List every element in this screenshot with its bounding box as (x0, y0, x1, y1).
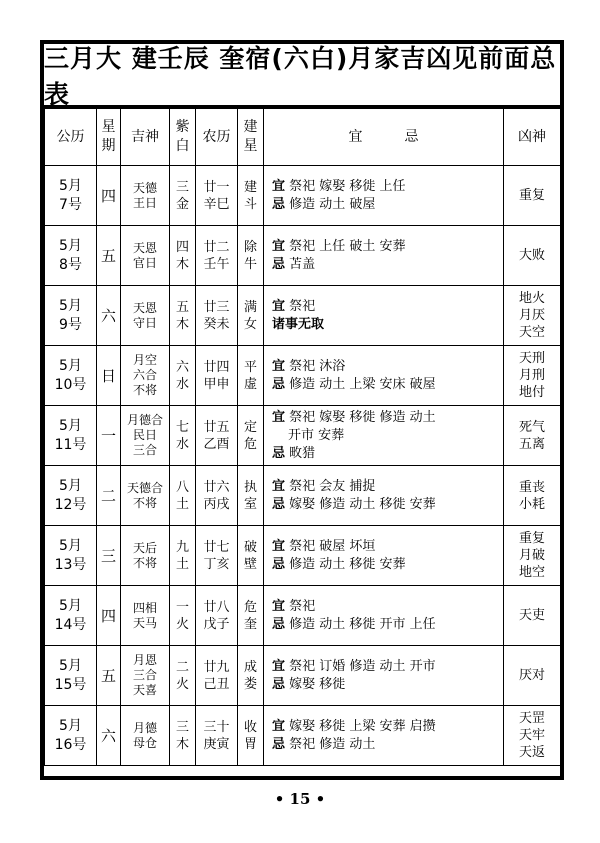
nongli-line: 癸未 (203, 316, 230, 332)
yi-mark: 宜 (272, 358, 286, 374)
jishen-line: 天马 (132, 615, 157, 630)
xiongshen-cell (504, 466, 561, 526)
table-row (45, 466, 561, 526)
date-line: 14号 (54, 616, 87, 633)
ji-mark: 忌 (272, 256, 286, 272)
xiongshen-line: 厌对 (518, 668, 545, 683)
jishen-cell (121, 586, 170, 646)
yiji-text: 祭祀 沐浴 (289, 358, 346, 374)
xiongshen-line: 死气 (518, 419, 545, 435)
weekday-cell: 五 (97, 646, 121, 706)
zibai-line: 水 (175, 436, 189, 452)
yiji-text: 祭祀 (289, 298, 316, 314)
yiji-cell (264, 466, 504, 526)
table-row (45, 286, 561, 346)
ji-mark: 忌 (272, 196, 286, 212)
yiji-cell (264, 226, 504, 286)
jianxing-cell (238, 706, 264, 766)
yiji-cell (264, 706, 504, 766)
table-row (45, 406, 561, 466)
yiji-line (272, 445, 503, 463)
jianxing-line: 娄 (243, 676, 257, 692)
jianxing-line: 危 (243, 436, 257, 452)
zibai-line: 七 (175, 419, 189, 435)
date-cell (45, 466, 97, 526)
xiongshen-line: 重丧 (518, 479, 545, 495)
nongli-line: 廿三 (203, 299, 230, 315)
header-nongli: 农历 (196, 109, 238, 166)
date-line: 7号 (59, 196, 82, 213)
xiongshen-line: 地付 (518, 385, 545, 400)
nongli-cell (196, 706, 238, 766)
yiji-text: 苫盖 (289, 256, 316, 272)
nongli-cell (196, 586, 238, 646)
zibai-line: 火 (175, 616, 189, 632)
xiongshen-cell (504, 646, 561, 706)
jianxing-cell (238, 166, 264, 226)
header-yiji: 宜 忌 (264, 109, 504, 166)
zibai-cell (170, 466, 196, 526)
jianxing-line: 危 (243, 599, 257, 615)
yiji-line (272, 358, 503, 376)
zibai-line: 木 (175, 256, 189, 272)
yiji-cell (264, 166, 504, 226)
table-row (45, 226, 561, 286)
jishen-line: 王日 (132, 195, 157, 210)
jianxing-line: 除 (243, 239, 257, 255)
jianxing-line: 女 (243, 316, 257, 332)
jianxing-line: 牛 (243, 256, 257, 272)
header-row (45, 109, 561, 166)
date-cell (45, 646, 97, 706)
xiongshen-cell (504, 586, 561, 646)
yiji-line (272, 478, 503, 496)
yiji-line (272, 178, 503, 196)
yiji-line (272, 427, 503, 445)
header-zibai: 紫 白 (170, 109, 196, 166)
jianxing-cell (238, 646, 264, 706)
date-line: 5月 (59, 417, 82, 434)
xiongshen-line: 大败 (518, 248, 545, 263)
jishen-line: 不将 (132, 495, 157, 510)
nongli-cell (196, 406, 238, 466)
yiji-line (272, 409, 503, 427)
yi-mark: 宜 (272, 409, 286, 425)
date-line: 13号 (54, 556, 87, 573)
yi-mark: 宜 (272, 718, 286, 734)
jianxing-line: 壁 (243, 556, 257, 572)
yi-mark: 宜 (272, 238, 286, 254)
jishen-line: 四相 (132, 600, 157, 615)
zibai-line: 八 (175, 479, 189, 495)
nongli-line: 廿五 (203, 419, 230, 435)
jishen-line: 天恩 (132, 240, 157, 255)
jianxing-line: 收 (243, 719, 257, 735)
table-row (45, 526, 561, 586)
table-row (45, 706, 561, 766)
table-row (45, 346, 561, 406)
yiji-line (272, 538, 503, 556)
yi-mark: 宜 (272, 298, 286, 314)
jishen-line: 守日 (132, 315, 157, 330)
yiji-text: 修造 动土 移徙 安葬 (289, 556, 406, 572)
zibai-line: 金 (175, 196, 189, 212)
yiji-text: 修造 动土 上梁 安床 破屋 (289, 376, 436, 392)
weekday-cell: 四 (97, 166, 121, 226)
jishen-line: 母仓 (132, 735, 157, 750)
almanac-frame (40, 40, 564, 780)
jianxing-cell (238, 586, 264, 646)
weekday-cell: 五 (97, 226, 121, 286)
nongli-line: 戊子 (203, 616, 230, 632)
yiji-text: 祭祀 嫁娶 移徙 修造 动土 (289, 409, 436, 425)
yiji-cell (264, 346, 504, 406)
yi-mark: 宜 (272, 538, 286, 554)
zibai-line: 六 (175, 359, 189, 375)
yiji-line (272, 256, 503, 274)
nongli-line: 廿六 (203, 479, 230, 495)
xiongshen-line: 天返 (518, 745, 545, 760)
jishen-cell (121, 706, 170, 766)
jianxing-cell (238, 526, 264, 586)
zibai-cell (170, 526, 196, 586)
ji-mark: 忌 (272, 556, 286, 572)
xiongshen-line: 五离 (518, 436, 545, 452)
weekday-cell: 日 (97, 346, 121, 406)
yiji-cell (264, 586, 504, 646)
yiji-text: 开市 安葬 (288, 427, 345, 443)
nongli-line: 廿二 (203, 239, 230, 255)
yiji-text: 嫁娶 移徙 上梁 安葬 启攒 (289, 718, 436, 734)
jianxing-line: 建 (243, 179, 257, 195)
nongli-line: 壬午 (203, 256, 230, 272)
jianxing-line: 成 (243, 659, 257, 675)
zibai-line: 五 (175, 299, 189, 315)
weekday-cell: 六 (97, 286, 121, 346)
nongli-line: 廿八 (203, 599, 230, 615)
jishen-line: 六合 (132, 368, 157, 382)
jishen-cell (121, 526, 170, 586)
nongli-cell (196, 466, 238, 526)
xiongshen-cell (504, 286, 561, 346)
yiji-line (272, 598, 503, 616)
yiji-text: 祭祀 上任 破土 安葬 (289, 238, 406, 254)
header-gongli: 公历 (45, 109, 97, 166)
jianxing-line: 室 (243, 496, 257, 512)
weekday-cell: 二 (97, 466, 121, 526)
nongli-cell (196, 286, 238, 346)
yiji-text: 祭祀 (289, 598, 316, 614)
yiji-line (272, 496, 503, 514)
date-line: 10号 (54, 376, 87, 393)
date-line: 5月 (59, 357, 82, 374)
yi-mark: 宜 (272, 598, 286, 614)
page-number: • 15 • (274, 790, 326, 808)
weekday-cell: 一 (97, 406, 121, 466)
xiongshen-line: 天空 (518, 325, 545, 340)
weekday-cell: 六 (97, 706, 121, 766)
nongli-line: 乙酉 (203, 436, 230, 452)
yiji-text: 祭祀 会友 捕捉 (289, 478, 376, 494)
jishen-cell (121, 166, 170, 226)
xiongshen-cell (504, 166, 561, 226)
xiongshen-line: 地空 (518, 565, 545, 580)
zibai-line: 土 (175, 496, 189, 512)
date-line: 5月 (59, 717, 82, 734)
zibai-line: 水 (175, 376, 189, 392)
xiongshen-cell (504, 706, 561, 766)
jianxing-line: 执 (243, 479, 257, 495)
ji-mark: 忌 (272, 496, 286, 512)
header-jianxing: 建 星 (238, 109, 264, 166)
yiji-cell (264, 526, 504, 586)
yiji-text: 修造 动土 移徙 开市 上任 (289, 616, 436, 632)
yiji-text: 祭祀 破屋 坏垣 (289, 538, 376, 554)
yiji-line (272, 658, 503, 676)
weekday-cell: 四 (97, 586, 121, 646)
yiji-line (272, 616, 503, 634)
almanac-table (44, 108, 561, 766)
date-cell (45, 526, 97, 586)
date-cell (45, 346, 97, 406)
xiongshen-line: 小耗 (518, 496, 545, 512)
table-row (45, 586, 561, 646)
table-row (45, 646, 561, 706)
table-row (45, 166, 561, 226)
zibai-cell (170, 226, 196, 286)
nongli-line: 廿四 (203, 359, 230, 375)
zibai-cell (170, 346, 196, 406)
date-line: 5月 (59, 537, 82, 554)
yi-mark: 宜 (272, 478, 286, 494)
header-xingqi: 星 期 (97, 109, 121, 166)
zibai-cell (170, 166, 196, 226)
yiji-line (272, 676, 503, 694)
jianxing-line: 奎 (243, 616, 257, 632)
jianxing-cell (238, 406, 264, 466)
jishen-line: 月德合 (126, 413, 163, 427)
ji-mark: 忌 (272, 376, 286, 392)
date-line: 16号 (54, 736, 87, 753)
yiji-line (272, 298, 503, 316)
zibai-line: 九 (175, 539, 189, 555)
xiongshen-cell (504, 226, 561, 286)
zibai-line: 土 (175, 556, 189, 572)
xiongshen-line: 天吏 (518, 608, 545, 623)
nongli-line: 庚寅 (203, 736, 230, 752)
xiongshen-cell (504, 346, 561, 406)
ji-mark: 忌 (272, 676, 286, 692)
xiongshen-line: 天刑 (518, 351, 545, 366)
jianxing-cell (238, 346, 264, 406)
jianxing-line: 虚 (243, 376, 257, 392)
jishen-line: 三合 (132, 668, 157, 682)
xiongshen-cell (504, 406, 561, 466)
jishen-line: 天德 (132, 180, 157, 195)
nongli-line: 廿九 (203, 659, 230, 675)
date-cell (45, 226, 97, 286)
xiongshen-line: 天牢 (518, 728, 545, 743)
yiji-line (272, 556, 503, 574)
xiongshen-line: 重复 (518, 188, 545, 203)
xiongshen-line: 月破 (518, 548, 545, 563)
date-cell (45, 166, 97, 226)
ji-mark: 忌 (272, 736, 286, 752)
jianxing-line: 胃 (243, 736, 257, 752)
yiji-cell (264, 406, 504, 466)
yiji-cell (264, 286, 504, 346)
zibai-line: 火 (175, 676, 189, 692)
jishen-line: 不将 (132, 555, 157, 570)
jishen-line: 天喜 (132, 683, 157, 697)
yiji-text: 嫁娶 修造 动土 移徙 安葬 (289, 496, 436, 512)
date-cell (45, 406, 97, 466)
zibai-line: 一 (175, 599, 189, 615)
yiji-line (272, 316, 503, 334)
yiji-line (272, 376, 503, 394)
zibai-line: 三 (175, 179, 189, 195)
jianxing-cell (238, 466, 264, 526)
date-line: 5月 (59, 297, 82, 314)
zibai-cell (170, 286, 196, 346)
yiji-line (272, 718, 503, 736)
yiji-text: 畋猎 (289, 445, 316, 461)
yiji-cell (264, 646, 504, 706)
nongli-cell (196, 346, 238, 406)
zibai-cell (170, 646, 196, 706)
yiji-text: 修造 动土 破屋 (289, 196, 376, 212)
jishen-line: 天后 (132, 540, 157, 555)
nongli-line: 己丑 (203, 676, 230, 692)
yi-mark: 宜 (272, 178, 286, 194)
jianxing-line: 定 (243, 419, 257, 435)
yi-mark: 宜 (272, 658, 286, 674)
date-line: 5月 (59, 177, 82, 194)
yiji-line (272, 238, 503, 256)
nongli-cell (196, 226, 238, 286)
jishen-line: 天德合 (126, 480, 163, 495)
ji-mark: 忌 (272, 445, 286, 461)
zibai-line: 三 (175, 719, 189, 735)
jianxing-cell (238, 286, 264, 346)
date-line: 12号 (54, 496, 87, 513)
date-line: 15号 (54, 676, 87, 693)
yiji-text: 嫁娶 移徙 (289, 676, 346, 692)
nongli-line: 三十 (203, 719, 230, 735)
nongli-line: 廿一 (203, 179, 230, 195)
yiji-text: 祭祀 修造 动土 (289, 736, 376, 752)
jishen-line: 不将 (132, 383, 157, 397)
weekday-cell: 三 (97, 526, 121, 586)
jishen-line: 民日 (132, 428, 157, 442)
xiongshen-line: 月厌 (518, 308, 545, 323)
zibai-cell (170, 406, 196, 466)
jishen-cell (121, 406, 170, 466)
nongli-line: 辛巳 (203, 196, 230, 212)
yiji-line (272, 736, 503, 754)
nongli-line: 廿七 (203, 539, 230, 555)
date-cell (45, 286, 97, 346)
jianxing-line: 破 (243, 539, 257, 555)
zibai-cell (170, 706, 196, 766)
nongli-line: 丙戌 (203, 496, 230, 512)
page-title: 三月大 建壬辰 奎宿(六白)月家吉凶见前面总表 (44, 44, 560, 108)
zibai-line: 二 (175, 659, 189, 675)
date-line: 11号 (54, 436, 87, 453)
xiongshen-line: 天罡 (518, 711, 545, 726)
zibai-line: 木 (175, 736, 189, 752)
yiji-text: 祭祀 嫁娶 移徙 上任 (289, 178, 406, 194)
jianxing-cell (238, 226, 264, 286)
nongli-cell (196, 166, 238, 226)
header-jishen: 吉神 (121, 109, 170, 166)
zibai-line: 木 (175, 316, 189, 332)
jishen-line: 三合 (132, 443, 157, 457)
date-line: 5月 (59, 597, 82, 614)
jishen-cell (121, 226, 170, 286)
xiongshen-line: 重复 (518, 531, 545, 546)
yiji-text: 祭祀 订婚 修造 动土 开市 (289, 658, 436, 674)
date-cell (45, 586, 97, 646)
jishen-cell (121, 646, 170, 706)
jianxing-line: 满 (243, 299, 257, 315)
date-line: 5月 (59, 657, 82, 674)
yiji-text: 诸事无取 (272, 316, 325, 332)
xiongshen-cell (504, 526, 561, 586)
jishen-cell (121, 346, 170, 406)
nongli-cell (196, 526, 238, 586)
nongli-line: 丁亥 (203, 556, 230, 572)
jishen-line: 官日 (132, 255, 157, 270)
date-line: 9号 (59, 316, 82, 333)
jishen-line: 月德 (132, 720, 157, 735)
zibai-line: 四 (175, 239, 189, 255)
nongli-cell (196, 646, 238, 706)
jishen-line: 天恩 (132, 300, 157, 315)
jianxing-line: 平 (243, 359, 257, 375)
jianxing-line: 斗 (243, 196, 257, 212)
jishen-cell (121, 466, 170, 526)
nongli-line: 甲申 (203, 376, 230, 392)
yiji-line (272, 196, 503, 214)
header-xiongshen: 凶神 (504, 109, 561, 166)
jishen-cell (121, 286, 170, 346)
date-line: 8号 (59, 256, 82, 273)
xiongshen-line: 地火 (518, 291, 545, 306)
xiongshen-line: 月刑 (518, 368, 545, 383)
date-cell (45, 706, 97, 766)
jishen-line: 月恩 (132, 653, 157, 667)
ji-mark: 忌 (272, 616, 286, 632)
date-line: 5月 (59, 237, 82, 254)
jishen-line: 月空 (132, 353, 157, 367)
zibai-cell (170, 586, 196, 646)
date-line: 5月 (59, 477, 82, 494)
